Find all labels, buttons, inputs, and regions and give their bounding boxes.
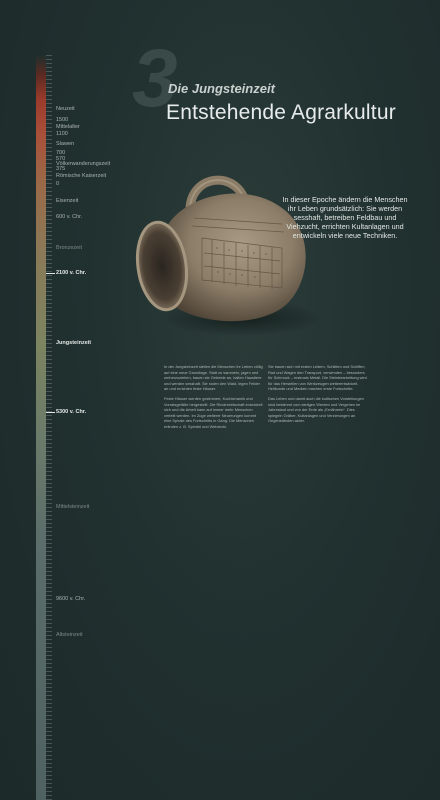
timeline-label-eisenzeit: Eisenzeit	[56, 198, 79, 204]
timeline-label-altsteinzeit: Altsteinzeit	[56, 632, 83, 638]
timeline-label-1100: 1100	[56, 131, 68, 137]
body-paragraph: In der Jungsteinzeit stellen die Menschen ihr Leben völlig auf eine neue Grundlage. Statt zu sammeln, jagen und umherzuziehen, bauen sie Getreide an, halten Haustiere und werden sesshaft. Sie roden den Wald, legen Felder an und errichten feste Häuser.	[164, 364, 263, 392]
intro-text: In dieser Epoche ändern die Menschen ihr Leben grundsätzlich: Sie werden sesshaft, betreiben Feldbau und Viehzucht, errichten Kultanlagen und entwickeln viele neue Techniken.	[282, 195, 408, 240]
timeline-label-mittelsteinzeit: Mittelsteinzeit	[56, 504, 90, 510]
timeline-label-mittelalter: Mittelalter	[56, 124, 80, 130]
timeline-label-2100-v-chr: 2100 v. Chr.	[56, 270, 87, 276]
timeline-marker-2100	[46, 273, 55, 274]
timeline-marker-5300	[46, 412, 55, 413]
timeline-label-375: 375	[56, 166, 66, 172]
body-paragraph: Sie bauen sich mit ersten Leitern, Schlitten und Schiffen, Rad und Wagen den Transport, verwenden – besonders für Schmuck – erstmals Metall. Die Steinbearbeitung wird für das Herstellen von Werkzeugen weiterentwickelt. Heilkunde und Medizin machen erste Fortschritte.	[268, 364, 367, 392]
timeline-label-600-v-chr: 600 v. Chr.	[56, 214, 83, 220]
timeline-scale-ticks	[46, 55, 52, 800]
page-title: Entstehende Agrarkultur	[166, 101, 396, 124]
body-column-left	[164, 364, 264, 434]
body-paragraph: Das Leben und damit auch die kultischen Vorstellungen sind bestimmt vom stetigen Werden und Vergehen im Jahreslauf und von der Erde als „Ernährerin“. Dies spiegeln Gräber, Kultanlagen und Verzierungen an Gegenständen wider.	[268, 395, 364, 424]
body-paragraph: Feste Häuser werden gezimmert, Kochkeramik und Vorratsgefäße hergestellt. Die Rinderwirtschaft entwickelt sich und die Arbeit kann auf immer mehr Menschen verteilt werden. Im Zuge weiterer Neuerungen kommt eine Spirale des Fortschritts in Gang: Die Menschen erfinden z. B. Spindel und Webstuhl.	[164, 395, 263, 429]
body-column-right	[268, 364, 368, 428]
chapter-label: Die Jungsteinzeit	[168, 81, 275, 96]
timeline-label-neuzeit: Neuzeit	[56, 106, 75, 112]
timeline-label-bronzezeit: Bronzezeit	[56, 245, 82, 251]
timeline-label-roemische-kaiserzeit: Römische Kaiserzeit	[56, 173, 107, 179]
timeline-label-570: 570	[56, 156, 66, 162]
timeline-label-jungsteinzeit: Jungsteinzeit	[56, 340, 92, 346]
timeline-label-voelkerwanderungszeit: Völkerwanderungszeit	[56, 161, 111, 167]
timeline-label-700: 700	[56, 150, 66, 156]
timeline-label-9600-v-chr: 9600 v. Chr.	[56, 596, 86, 602]
timeline-label-5300-v-chr: 5300 v. Chr.	[56, 409, 87, 415]
timeline-bar	[36, 55, 46, 800]
timeline-label-slawen: Slawen	[56, 141, 75, 147]
timeline-label-1500: 1500	[56, 117, 69, 123]
timeline-label-0: 0	[56, 181, 60, 187]
chapter-number: 3	[132, 33, 176, 124]
